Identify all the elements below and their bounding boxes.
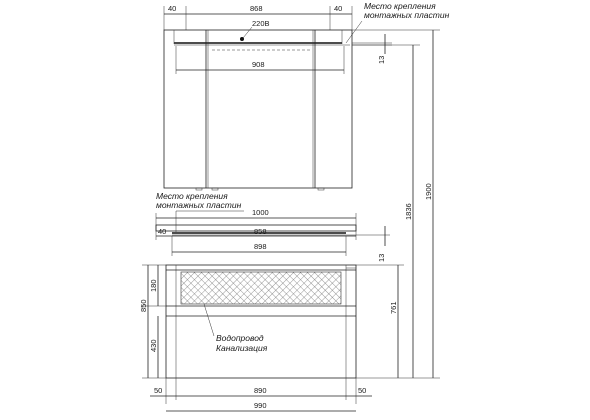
- vanity-dim-drawer-height: 180: [149, 279, 158, 292]
- vanity-dim-mount-height: 13: [377, 253, 386, 262]
- vanity-unit: [139, 191, 440, 411]
- vanity-mount-note-line1: Место крепления: [156, 191, 228, 201]
- power-outlet-icon: [240, 37, 244, 41]
- mirror-mount-note-line2: монтажных пластин: [364, 10, 450, 20]
- vanity-dim-total-width: 990: [254, 401, 267, 410]
- vanity-dim-mount-width: 898: [254, 242, 267, 251]
- vanity-dim-side-left: 40: [158, 227, 167, 236]
- mirror-dim-mount-height: 13: [377, 55, 386, 64]
- vanity-dim-lower-height: 430: [149, 339, 158, 352]
- mirror-dim-side-right: 40: [334, 4, 343, 13]
- utilities-zone: [181, 272, 341, 304]
- mirror-dim-mount-width: 908: [252, 60, 265, 69]
- vanity-dim-bottom-height: 761: [389, 301, 398, 314]
- mirror-mount-note-line1: Место крепления: [364, 1, 436, 11]
- mirror-dim-side-left: 40: [168, 4, 177, 13]
- mirror-dim-total-height: 1900: [424, 183, 433, 200]
- vanity-dim-total-height: 850: [139, 299, 148, 312]
- mirror-dim-inner-height: 1836: [404, 203, 413, 220]
- vanity-mount-note-line2: монтажных пластин: [156, 200, 242, 210]
- vanity-dim-foot-right: 50: [358, 386, 367, 395]
- vanity-dim-inner-width: 858: [254, 227, 267, 236]
- vanity-dim-base-width: 890: [254, 386, 267, 395]
- mirror-dim-inner-width: 868: [250, 4, 263, 13]
- vanity-utilities-note-line1: Водопровод: [216, 333, 264, 343]
- mirror-cabinet: [164, 1, 450, 378]
- mirror-power-label: 220В: [252, 19, 270, 28]
- vanity-dim-foot-left: 50: [154, 386, 163, 395]
- vanity-utilities-note-line2: Канализация: [216, 343, 268, 353]
- vanity-dim-top-width: 1000: [252, 208, 269, 217]
